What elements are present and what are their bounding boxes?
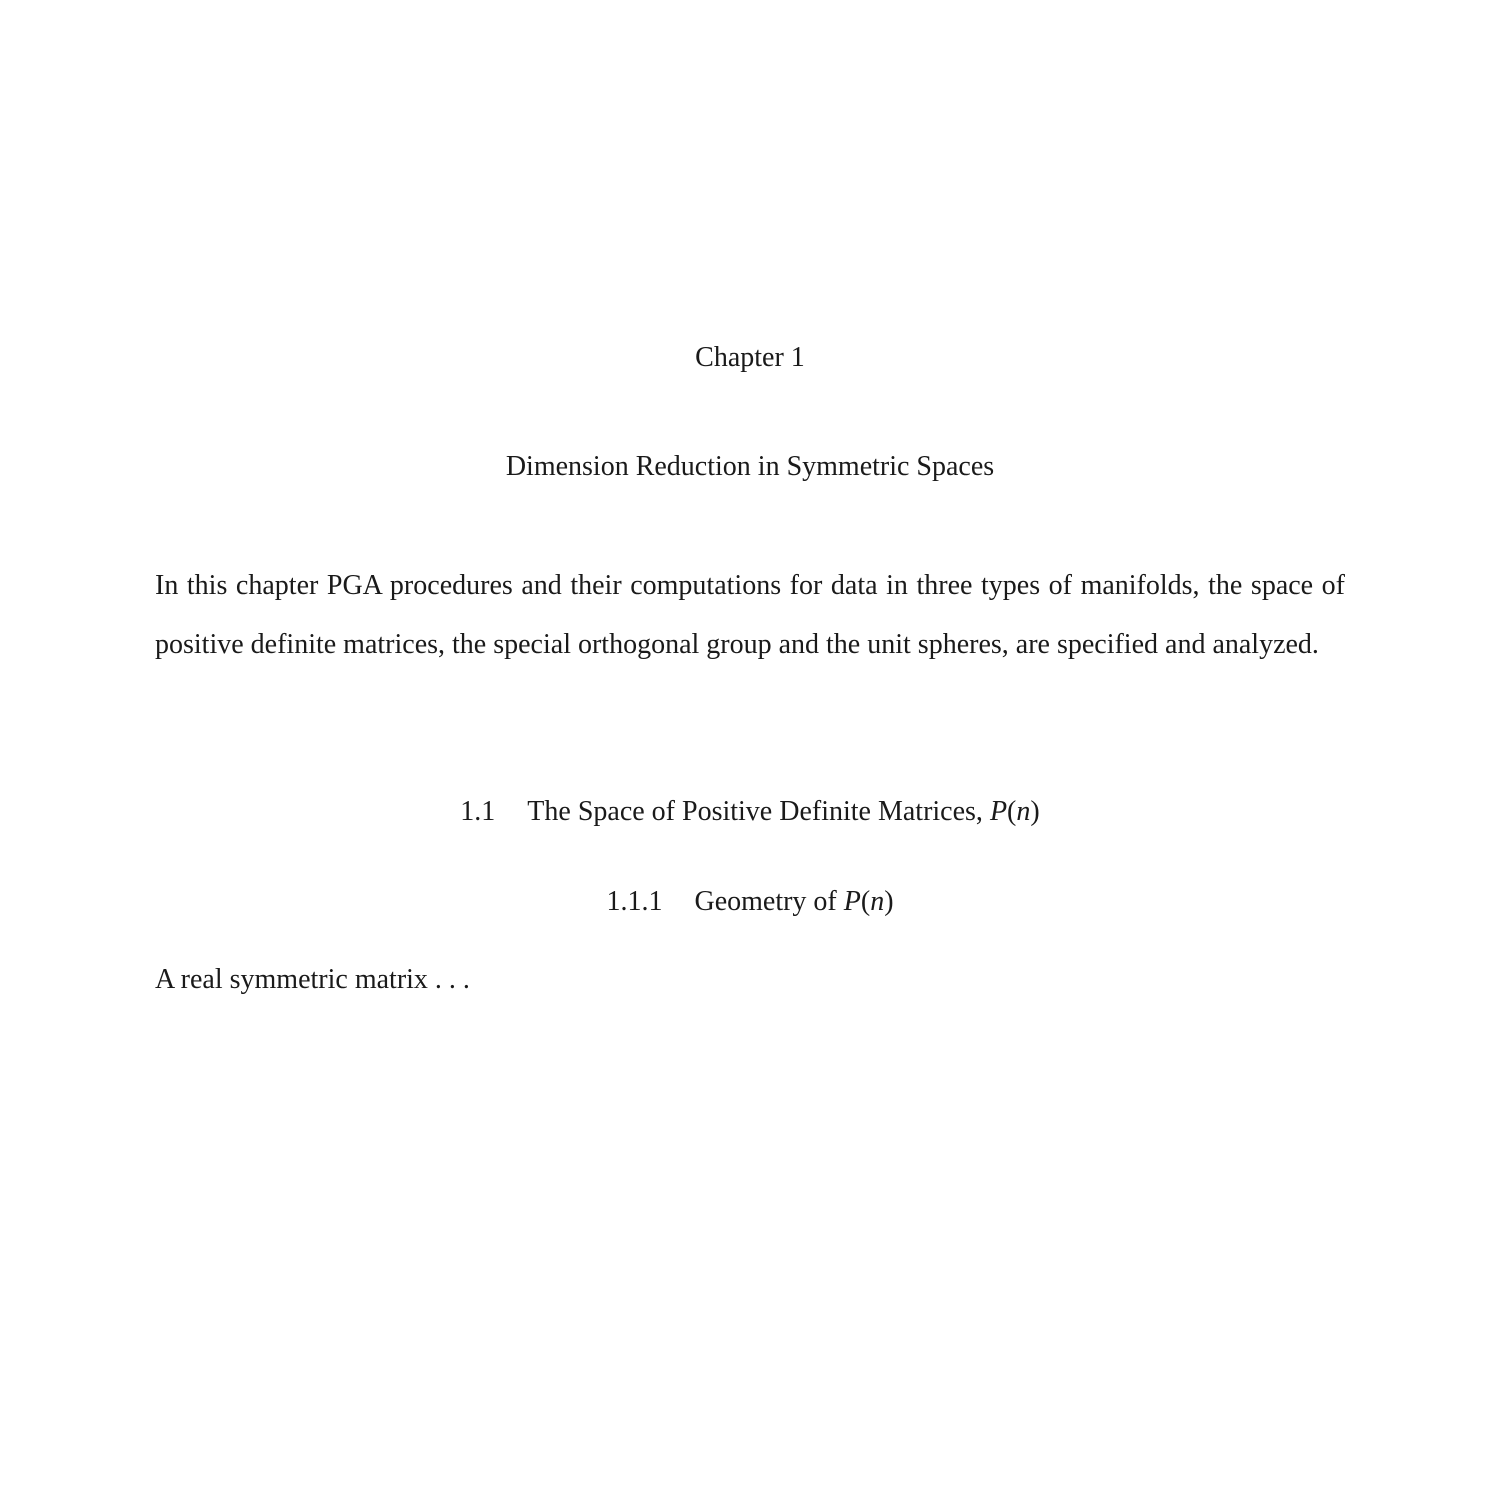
subsection-heading bbox=[0, 885, 1500, 919]
chapter-label: Chapter 1 bbox=[695, 342, 805, 373]
subsection-math: P(n) bbox=[843, 886, 894, 917]
section-number: 1.1 bbox=[460, 796, 496, 827]
subsection-number: 1.1.1 bbox=[606, 886, 663, 917]
intro-paragraph: In this chapter PGA procedures and their computations for data in three types of manifolds, the space of positive definite matrices, the special orthogonal group and the unit spheres, are specified and analyzed. bbox=[155, 570, 1345, 660]
section-math: P(n) bbox=[989, 796, 1040, 827]
subsection-title: Geometry of bbox=[694, 886, 837, 917]
chapter-title: Dimension Reduction in Symmetric Spaces bbox=[505, 451, 995, 482]
section-title: The Space of Positive Definite Matrices, bbox=[527, 796, 983, 827]
section-heading bbox=[0, 795, 1500, 829]
body-paragraph: A real symmetric matrix . . . bbox=[155, 964, 470, 995]
